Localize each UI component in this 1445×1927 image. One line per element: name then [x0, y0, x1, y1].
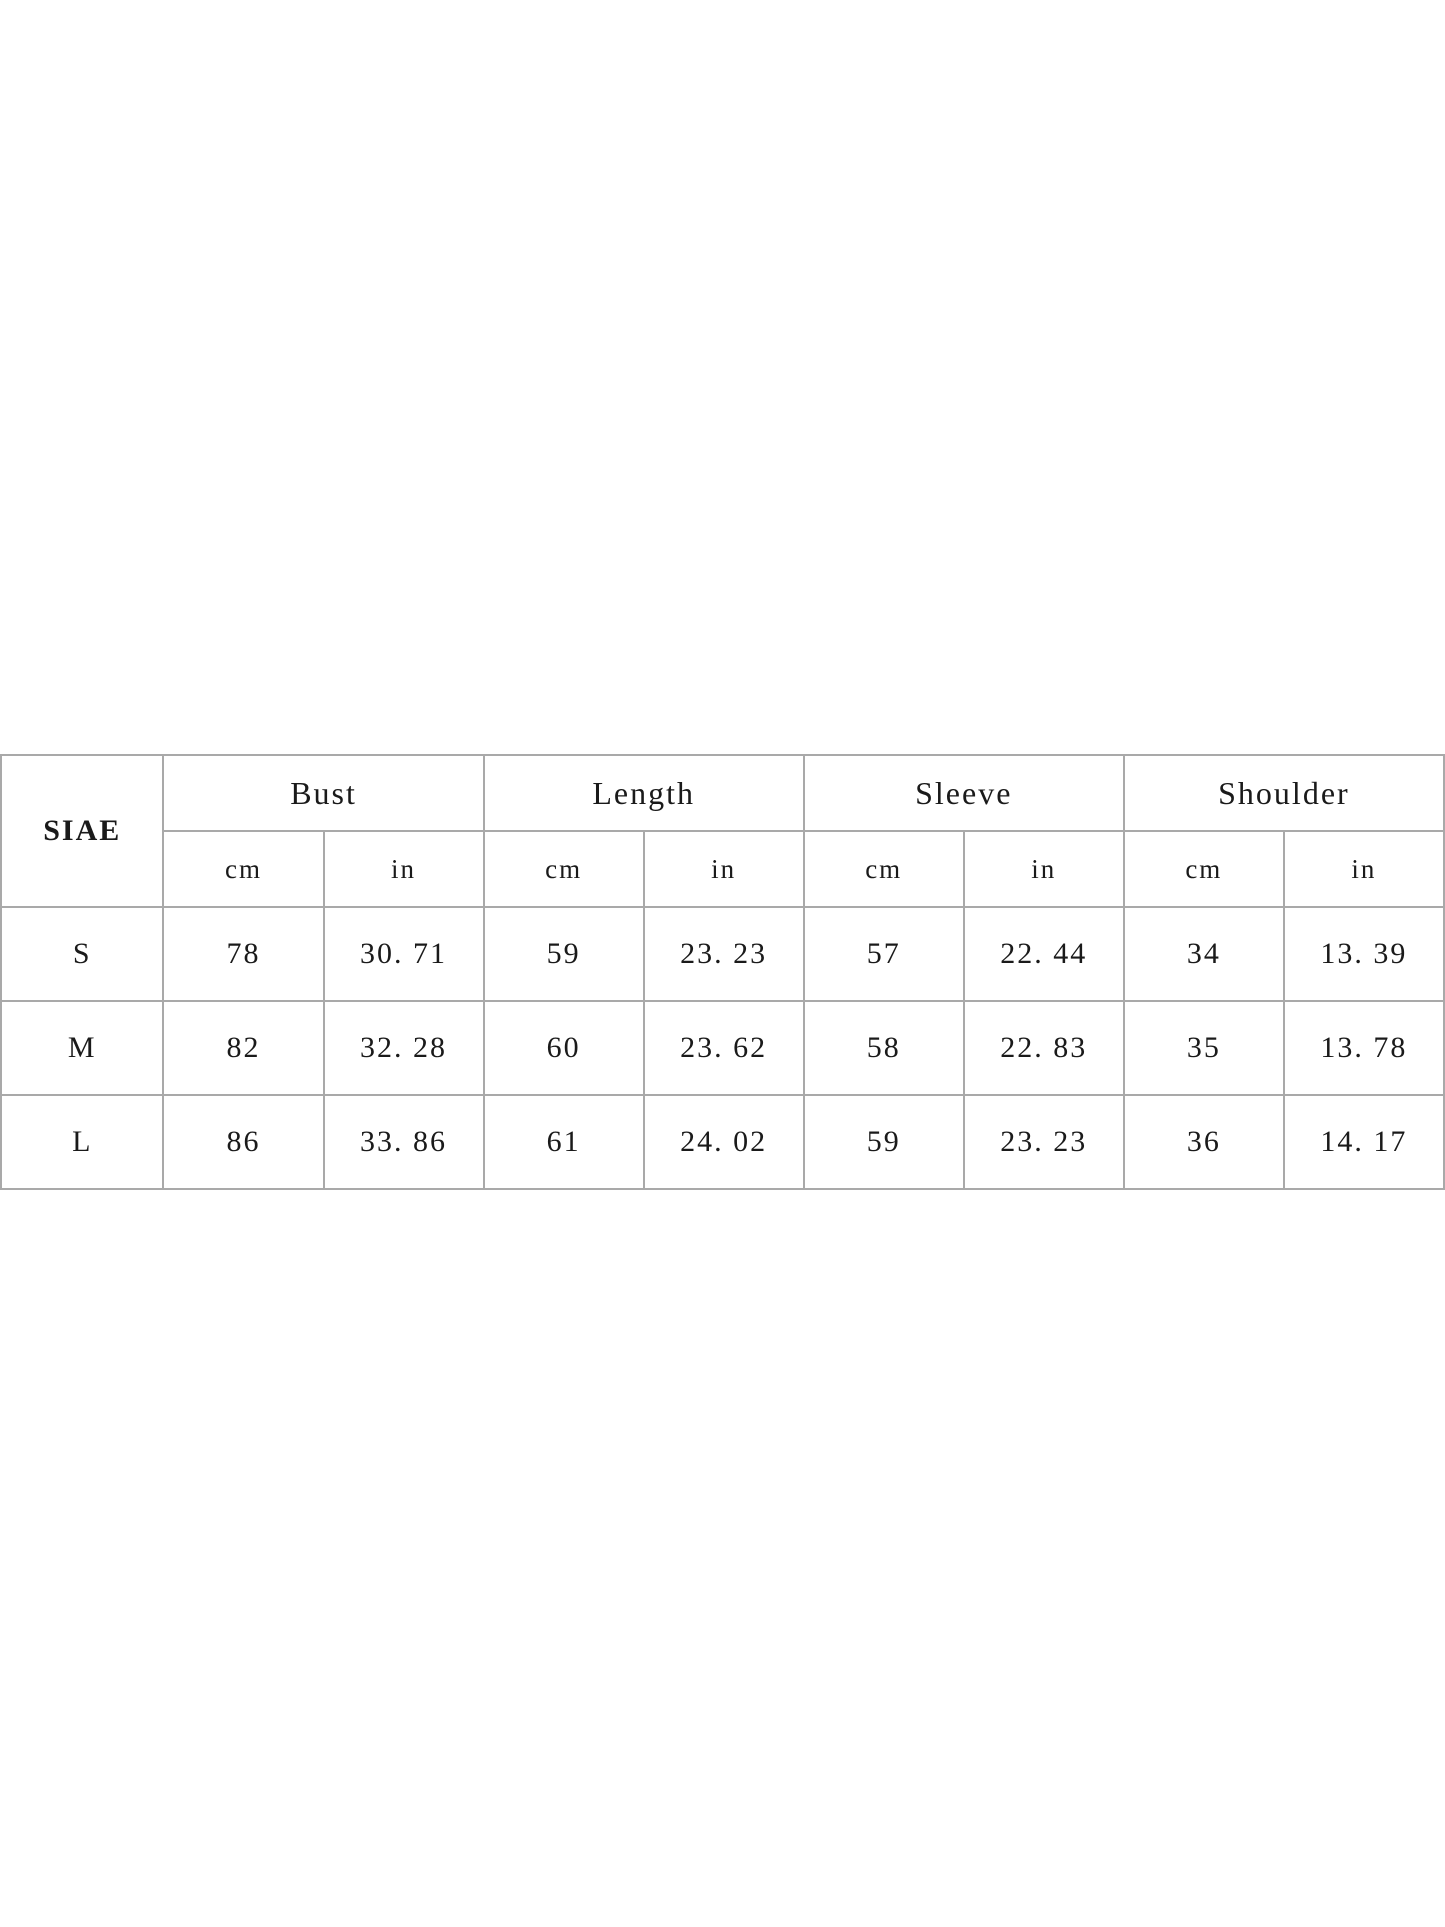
- cell-bust-cm: 78: [163, 907, 323, 1001]
- unit-header-sleeve-in: in: [964, 831, 1124, 907]
- unit-header-shoulder-in: in: [1284, 831, 1444, 907]
- cell-shoulder-cm: 35: [1124, 1001, 1284, 1095]
- row-size-label: S: [1, 907, 163, 1001]
- row-size-label: M: [1, 1001, 163, 1095]
- cell-sleeve-cm: 57: [804, 907, 964, 1001]
- cell-shoulder-in: 13. 39: [1284, 907, 1444, 1001]
- cell-sleeve-in: 22. 83: [964, 1001, 1124, 1095]
- row-size-label: L: [1, 1095, 163, 1189]
- cell-bust-cm: 82: [163, 1001, 323, 1095]
- cell-length-cm: 60: [484, 1001, 644, 1095]
- unit-header-length-in: in: [644, 831, 804, 907]
- cell-bust-cm: 86: [163, 1095, 323, 1189]
- cell-sleeve-in: 22. 44: [964, 907, 1124, 1001]
- size-chart-table: [0, 754, 1445, 1190]
- cell-sleeve-cm: 59: [804, 1095, 964, 1189]
- table-row: [1, 1095, 1444, 1189]
- cell-length-in: 24. 02: [644, 1095, 804, 1189]
- size-chart-container: [0, 754, 1445, 1190]
- cell-shoulder-cm: 36: [1124, 1095, 1284, 1189]
- cell-length-cm: 61: [484, 1095, 644, 1189]
- cell-shoulder-in: 14. 17: [1284, 1095, 1444, 1189]
- size-column-header: SIAE: [1, 755, 163, 907]
- unit-header-bust-in: in: [324, 831, 484, 907]
- table-header-row-units: [1, 831, 1444, 907]
- group-header-sleeve: Sleeve: [804, 755, 1124, 831]
- cell-shoulder-in: 13. 78: [1284, 1001, 1444, 1095]
- cell-length-in: 23. 23: [644, 907, 804, 1001]
- group-header-bust: Bust: [163, 755, 483, 831]
- group-header-length: Length: [484, 755, 804, 831]
- group-header-shoulder: Shoulder: [1124, 755, 1444, 831]
- cell-bust-in: 33. 86: [324, 1095, 484, 1189]
- cell-bust-in: 32. 28: [324, 1001, 484, 1095]
- unit-header-shoulder-cm: cm: [1124, 831, 1284, 907]
- cell-sleeve-in: 23. 23: [964, 1095, 1124, 1189]
- cell-sleeve-cm: 58: [804, 1001, 964, 1095]
- table-row: [1, 907, 1444, 1001]
- cell-length-cm: 59: [484, 907, 644, 1001]
- table-row: [1, 1001, 1444, 1095]
- cell-bust-in: 30. 71: [324, 907, 484, 1001]
- table-header-row-groups: [1, 755, 1444, 831]
- unit-header-length-cm: cm: [484, 831, 644, 907]
- unit-header-bust-cm: cm: [163, 831, 323, 907]
- cell-shoulder-cm: 34: [1124, 907, 1284, 1001]
- unit-header-sleeve-cm: cm: [804, 831, 964, 907]
- cell-length-in: 23. 62: [644, 1001, 804, 1095]
